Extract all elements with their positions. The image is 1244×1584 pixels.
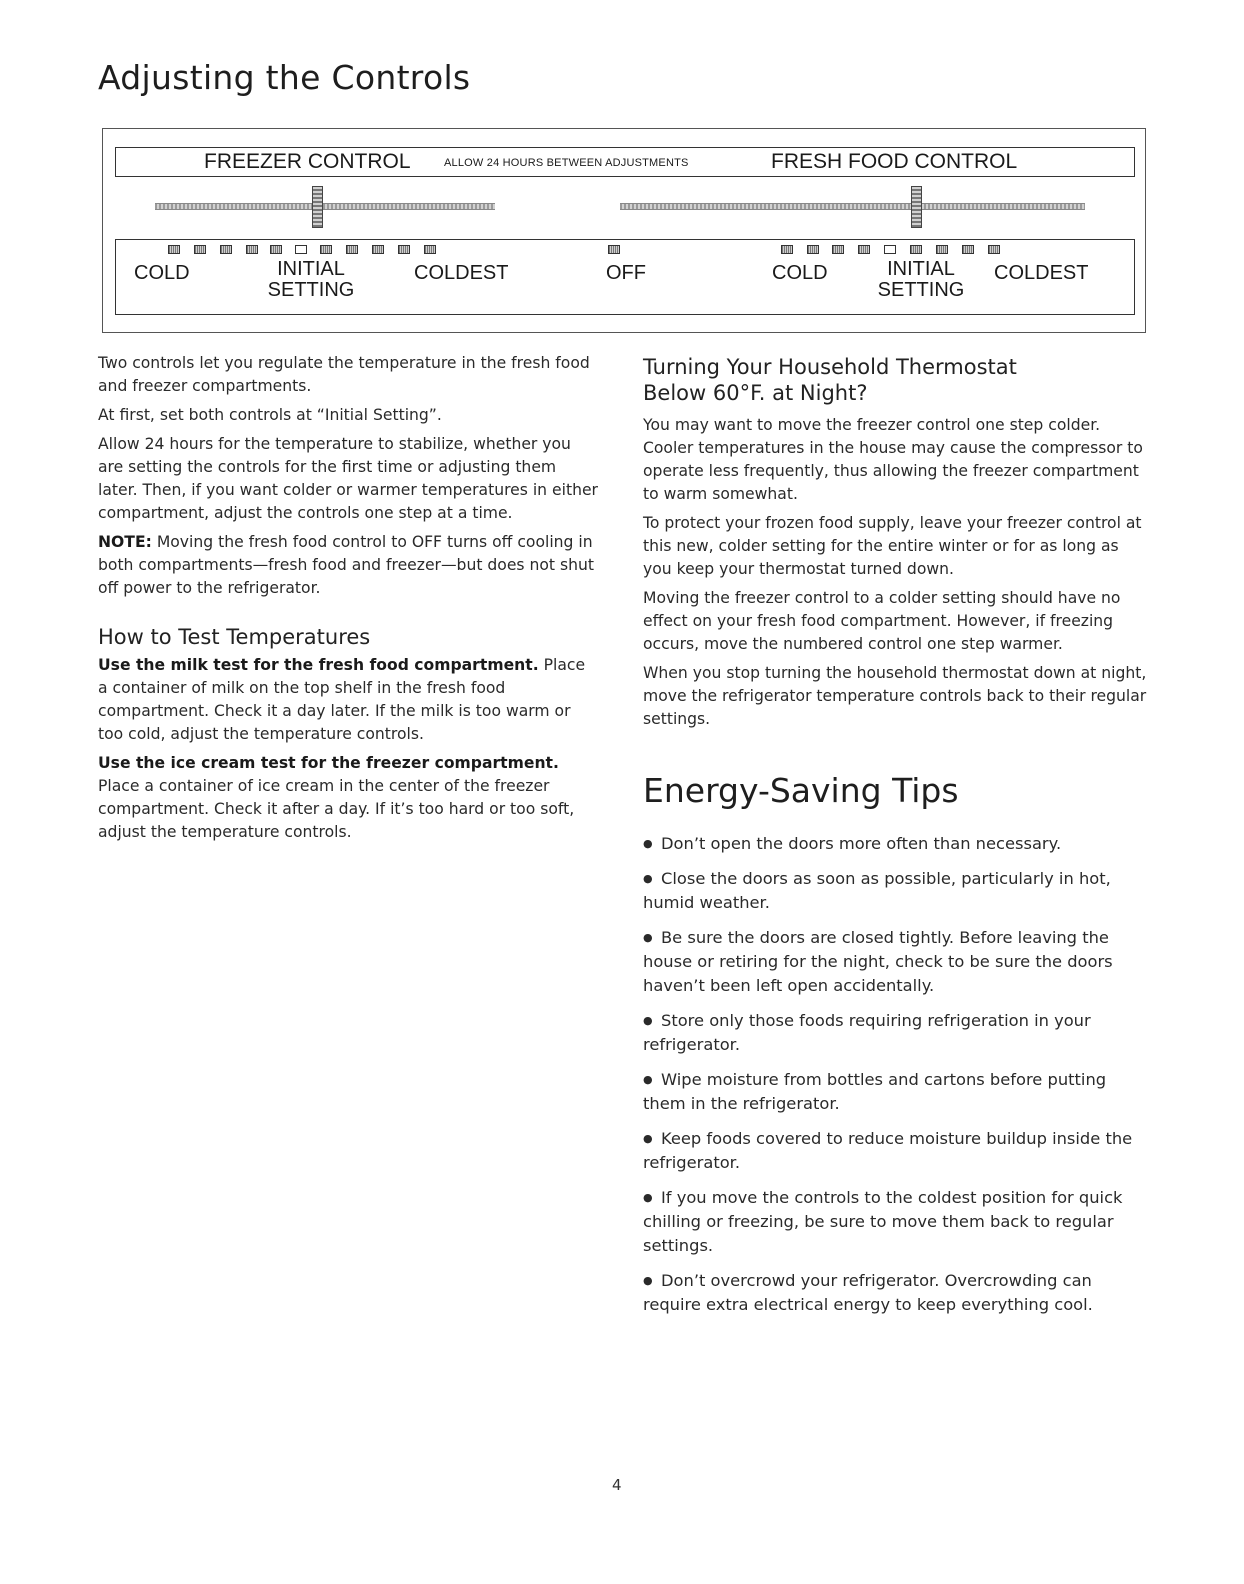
- fresh-tick: [781, 245, 793, 254]
- freezer-coldest-label: COLDEST: [414, 262, 509, 284]
- energy-tip: [643, 867, 1149, 915]
- bullet-icon: ●: [643, 1073, 653, 1086]
- bullet-icon: ●: [643, 931, 653, 944]
- thermostat-heading: Turning Your Household Thermostat Below 60°F. at Night?: [643, 355, 1017, 405]
- bullet-icon: ●: [643, 1191, 653, 1204]
- fresh-tick: [936, 245, 948, 254]
- fresh-tick: [858, 245, 870, 254]
- tip-text: Wipe moisture from bottles and cartons before putting them in the refrigerator.: [643, 1070, 1107, 1113]
- initial-setting-paragraph: At first, set both controls at “Initial Setting”.: [98, 406, 442, 424]
- freezer-tick: [320, 245, 332, 254]
- page-title: Adjusting the Controls: [98, 58, 471, 97]
- fresh-off-label: OFF: [606, 262, 646, 284]
- milk-test-bold: Use the milk test for the fresh food compartment.: [98, 656, 539, 674]
- left-column: [98, 352, 598, 850]
- energy-saving-heading: Energy-Saving Tips: [643, 771, 959, 810]
- freezer-setting-word: SETTING: [267, 279, 355, 301]
- freezer-tick: [194, 245, 206, 254]
- ice-cream-test-paragraph: [98, 752, 598, 844]
- energy-tip: [643, 926, 1149, 998]
- milk-test-text: Place a container of milk on the top shelf in the fresh food compartment. Check it a day later. If the milk is too warm or too cold, adjust the temperature controls.: [98, 656, 586, 743]
- bullet-icon: ●: [643, 1132, 653, 1145]
- thermostat-paragraph-4: When you stop turning the household thermostat down at night, move the refrigerator temperature controls back to their regular settings.: [643, 664, 1147, 728]
- test-temperatures-heading: How to Test Temperatures: [98, 625, 371, 649]
- energy-tip: [643, 832, 1149, 856]
- allow-hours-paragraph: Allow 24 hours for the temperature to stabilize, whether you are setting the controls for the first time or adjusting them later. Then, if you want colder or warmer temperatures in either compartment, adjust the controls one step at a time.: [98, 435, 598, 522]
- tip-text: Don’t open the doors more often than necessary.: [661, 834, 1062, 853]
- energy-tip: [643, 1009, 1149, 1057]
- freezer-initial-tick: [295, 245, 307, 254]
- bullet-icon: ●: [643, 1014, 653, 1027]
- thermostat-paragraph-2: To protect your frozen food supply, leave your freezer control at this new, colder setting for the entire winter or for as long as you keep your thermostat turned down.: [643, 514, 1142, 578]
- milk-test-paragraph: [98, 654, 598, 746]
- tip-text: Be sure the doors are closed tightly. Before leaving the house or retiring for the night, check to be sure the doors haven’t been left open accidentally.: [643, 928, 1113, 995]
- fresh-tick: [832, 245, 844, 254]
- tip-text: If you move the controls to the coldest position for quick chilling or freezing, be sure to move them back to regular settings.: [643, 1188, 1123, 1255]
- fresh-initial-setting-label: [871, 259, 971, 301]
- fresh-tick: [807, 245, 819, 254]
- note-paragraph: [98, 531, 598, 600]
- right-column: [643, 354, 1149, 1328]
- control-header-bar: [115, 147, 1135, 177]
- tip-text: Close the doors as soon as possible, particularly in hot, humid weather.: [643, 869, 1111, 912]
- freezer-tick: [270, 245, 282, 254]
- freezer-tick: [398, 245, 410, 254]
- tip-text: Keep foods covered to reduce moisture buildup inside the refrigerator.: [643, 1129, 1133, 1172]
- energy-tip: [643, 1127, 1149, 1175]
- energy-tip: [643, 1269, 1149, 1317]
- fresh-off-tick: [608, 245, 620, 254]
- fresh-setting-word: SETTING: [877, 279, 965, 301]
- bullet-icon: ●: [643, 872, 653, 885]
- freezer-cold-label: COLD: [134, 262, 190, 284]
- ice-cream-test-bold: Use the ice cream test for the freezer compartment.: [98, 754, 559, 772]
- thermostat-paragraph-3: Moving the freezer control to a colder setting should have no effect on your fresh food compartment. However, if freezing occurs, move the numbered control one step warmer.: [643, 589, 1121, 653]
- freezer-tick: [372, 245, 384, 254]
- fresh-initial-word: INITIAL: [887, 258, 955, 280]
- fresh-food-control-label: FRESH FOOD CONTROL: [771, 150, 1018, 173]
- freezer-tick: [346, 245, 358, 254]
- fresh-coldest-label: COLDEST: [994, 262, 1089, 284]
- fresh-cold-label: COLD: [772, 262, 828, 284]
- freezer-tick: [424, 245, 436, 254]
- fresh-food-slider-knob[interactable]: [911, 186, 922, 228]
- energy-tip: [643, 1068, 1149, 1116]
- thermostat-paragraph-1: You may want to move the freezer control one step colder. Cooler temperatures in the house may cause the compressor to operate less frequently, thus allowing the freezer compartment to warm somewhat.: [643, 416, 1143, 503]
- freezer-slider-knob[interactable]: [312, 186, 323, 228]
- freezer-tick: [246, 245, 258, 254]
- freezer-slider-track[interactable]: [155, 203, 495, 210]
- freezer-tick: [168, 245, 180, 254]
- ice-cream-test-text: Place a container of ice cream in the center of the freezer compartment. Check it after a day. If it’s too hard or too soft, adjust the temperature controls.: [98, 777, 575, 841]
- fresh-initial-tick: [884, 245, 896, 254]
- fresh-tick: [962, 245, 974, 254]
- freezer-initial-word: INITIAL: [277, 258, 345, 280]
- intro-paragraph: Two controls let you regulate the temperature in the fresh food and freezer compartments.: [98, 354, 590, 395]
- page-number: 4: [612, 1476, 622, 1494]
- energy-tips-list: [643, 832, 1149, 1317]
- freezer-control-label: FREEZER CONTROL: [204, 150, 411, 173]
- fresh-tick: [910, 245, 922, 254]
- note-text: Moving the fresh food control to OFF turns off cooling in both compartments—fresh food and freezer—but does not shut off power to the refrigerator.: [98, 533, 595, 597]
- allow-hours-note: ALLOW 24 HOURS BETWEEN ADJUSTMENTS: [444, 157, 689, 169]
- tip-text: Don’t overcrowd your refrigerator. Overcrowding can require extra electrical energy to keep everything cool.: [643, 1271, 1093, 1314]
- control-panel-diagram: [102, 128, 1146, 333]
- freezer-tick: [220, 245, 232, 254]
- fresh-food-slider-track[interactable]: [620, 203, 1085, 210]
- bullet-icon: ●: [643, 1274, 653, 1287]
- tip-text: Store only those foods requiring refrigeration in your refrigerator.: [643, 1011, 1091, 1054]
- setting-scale-box: [115, 239, 1135, 315]
- note-label: NOTE:: [98, 533, 152, 551]
- bullet-icon: ●: [643, 837, 653, 850]
- freezer-initial-setting-label: [266, 259, 356, 301]
- fresh-tick: [988, 245, 1000, 254]
- energy-tip: [643, 1186, 1149, 1258]
